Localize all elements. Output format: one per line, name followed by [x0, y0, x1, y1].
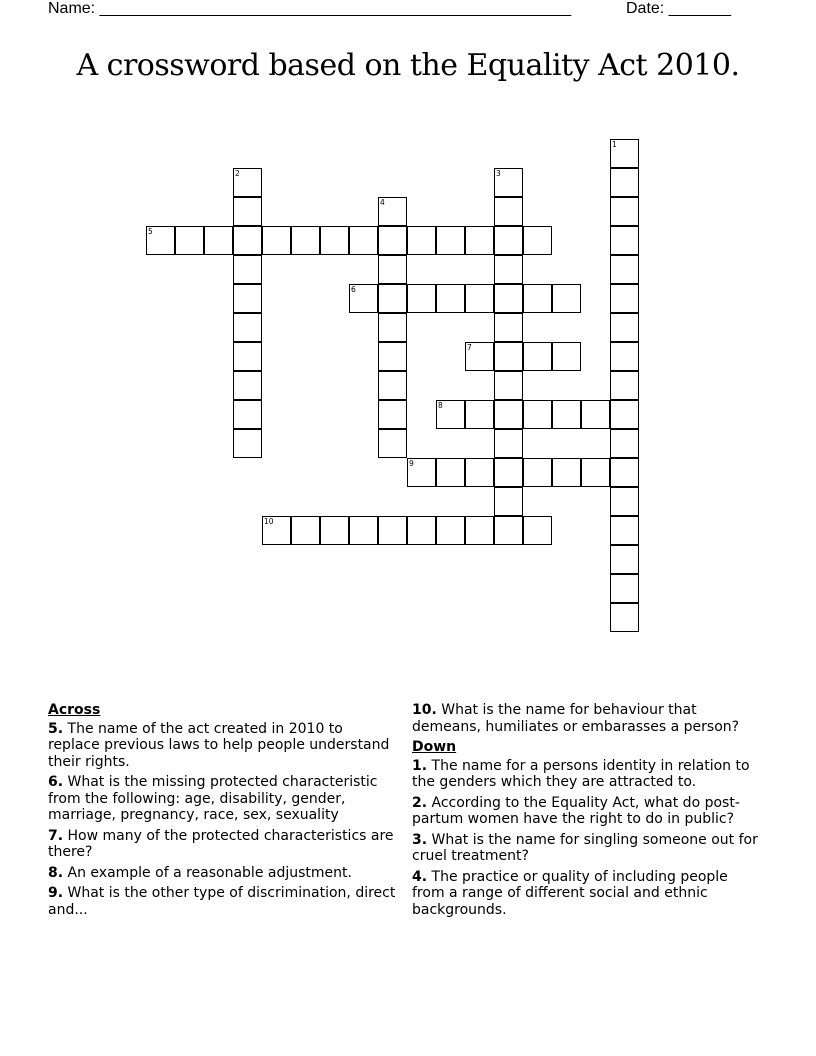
clue-number-label: 7 — [467, 343, 472, 352]
crossword-cell[interactable] — [407, 284, 436, 313]
clue-number-label: 6 — [351, 285, 356, 294]
crossword-cell[interactable] — [610, 226, 639, 255]
crossword-cell[interactable] — [378, 226, 407, 255]
crossword-cell[interactable] — [552, 342, 581, 371]
clue-number-label: 5 — [148, 227, 153, 236]
across-clue-list-continued — [412, 702, 762, 735]
clue-text: The name of the act created in 2010 to replace previous laws to help people understand their rights. — [48, 720, 390, 770]
clue-number-label: 2 — [235, 169, 240, 178]
clue-item — [48, 865, 396, 882]
crossword-cell[interactable] — [523, 226, 552, 255]
across-heading: Across — [48, 702, 101, 718]
clue-number-label: 8 — [438, 401, 443, 410]
across-clue-list — [48, 721, 396, 919]
crossword-cell[interactable] — [233, 313, 262, 342]
crossword-cell[interactable] — [552, 284, 581, 313]
clue-number-label: 1 — [612, 140, 617, 149]
crossword-cell[interactable] — [378, 429, 407, 458]
crossword-cell[interactable] — [407, 226, 436, 255]
crossword-cell[interactable] — [436, 226, 465, 255]
clue-number-label: 3 — [496, 169, 501, 178]
crossword-cell[interactable] — [610, 284, 639, 313]
clue-number: 6. — [48, 774, 64, 790]
clue-text: The name for a persons identity in relation to the genders which they are attracted to. — [412, 757, 750, 790]
crossword-cell[interactable] — [610, 400, 639, 429]
crossword-cell[interactable] — [378, 313, 407, 342]
crossword-cell[interactable] — [233, 168, 262, 197]
crossword-cell[interactable] — [610, 139, 639, 168]
clue-number: 7. — [48, 827, 64, 844]
clue-text: What is the name for singling someone out for cruel treatment? — [412, 831, 758, 864]
name-field-line: Name: _____________________________________________________ — [48, 0, 572, 17]
clue-text: What is the other type of discrimination, direct and... — [48, 885, 396, 918]
crossword-cell[interactable] — [610, 458, 639, 487]
clue-text: What is the name for behaviour that demeans, humiliates or embarasses a person? — [412, 702, 740, 735]
crossword-cell[interactable] — [610, 574, 639, 603]
clue-number-label: 4 — [380, 198, 385, 207]
crossword-cell[interactable] — [262, 516, 291, 545]
clue-text: The practice or quality of including people from a range of different social and ethnic backgrounds. — [412, 868, 728, 918]
crossword-cell[interactable] — [378, 197, 407, 226]
crossword-cell[interactable] — [610, 603, 639, 632]
crossword-cell[interactable] — [233, 371, 262, 400]
page-title: A crossword based on the Equality Act 2010. — [76, 48, 740, 83]
crossword-cell[interactable] — [349, 284, 378, 313]
clue-number: 9. — [48, 885, 64, 901]
clue-text: What is the missing protected characteristic from the following: age, disability, gender, marriage, pregnancy, race, sex, sexuality — [48, 774, 378, 823]
crossword-cell[interactable] — [349, 516, 378, 545]
crossword-cell[interactable] — [523, 516, 552, 545]
crossword-cell[interactable] — [581, 458, 610, 487]
crossword-cell[interactable] — [610, 429, 639, 458]
crossword-cell[interactable] — [320, 226, 349, 255]
clue-item — [48, 774, 396, 824]
crossword-cell[interactable] — [494, 487, 523, 516]
crossword-cell[interactable] — [378, 284, 407, 313]
clue-number: 1. — [412, 757, 428, 774]
clue-number-label: 10 — [264, 517, 274, 526]
crossword-cell[interactable] — [581, 400, 610, 429]
crossword-cell[interactable] — [378, 516, 407, 545]
clue-number: 4. — [412, 868, 428, 885]
clue-item — [412, 758, 762, 791]
crossword-cell[interactable] — [233, 197, 262, 226]
crossword-cell[interactable] — [610, 197, 639, 226]
clue-number: 3. — [412, 831, 428, 848]
crossword-cell[interactable] — [233, 400, 262, 429]
crossword-cell[interactable] — [378, 342, 407, 371]
crossword-cell[interactable] — [523, 284, 552, 313]
crossword-cell[interactable] — [233, 226, 262, 255]
crossword-cell[interactable] — [494, 400, 523, 429]
crossword-cell[interactable] — [204, 226, 233, 255]
crossword-cell[interactable] — [552, 458, 581, 487]
crossword-cell[interactable] — [465, 226, 494, 255]
crossword-cell[interactable] — [552, 400, 581, 429]
crossword-cell[interactable] — [262, 226, 291, 255]
clues-right-column — [412, 702, 762, 922]
crossword-cell[interactable] — [523, 458, 552, 487]
clue-text: How many of the protected characteristics are there? — [48, 827, 394, 860]
crossword-cell[interactable] — [436, 516, 465, 545]
crossword-cell[interactable] — [523, 342, 552, 371]
crossword-cell[interactable] — [610, 313, 639, 342]
crossword-cell[interactable] — [146, 226, 175, 255]
crossword-cell[interactable] — [494, 284, 523, 313]
clue-text: According to the Equality Act, what do post-partum women have the right to do in public? — [412, 794, 740, 827]
clue-item — [48, 828, 396, 861]
clues-left-column — [48, 702, 396, 922]
crossword-cell[interactable] — [465, 342, 494, 371]
crossword-cell[interactable] — [494, 429, 523, 458]
crossword-cell[interactable] — [494, 226, 523, 255]
crossword-cell[interactable] — [436, 284, 465, 313]
crossword-cell[interactable] — [465, 458, 494, 487]
crossword-cell[interactable] — [233, 429, 262, 458]
down-clue-list — [412, 758, 762, 919]
crossword-cell[interactable] — [610, 255, 639, 284]
crossword-cell[interactable] — [465, 516, 494, 545]
crossword-cell[interactable] — [523, 400, 552, 429]
clue-item — [412, 702, 762, 735]
crossword-cell[interactable] — [610, 516, 639, 545]
crossword-cell[interactable] — [291, 516, 320, 545]
crossword-cell[interactable] — [233, 255, 262, 284]
down-heading: Down — [412, 739, 457, 755]
crossword-cell[interactable] — [233, 342, 262, 371]
crossword-cell[interactable] — [494, 516, 523, 545]
clue-item — [412, 832, 762, 865]
clue-number: 8. — [48, 864, 64, 881]
clue-item — [48, 885, 396, 918]
crossword-cell[interactable] — [494, 371, 523, 400]
crossword-cell[interactable] — [378, 400, 407, 429]
date-field-line: Date: _______ — [626, 0, 731, 17]
crossword-cell[interactable] — [465, 284, 494, 313]
crossword-cell[interactable] — [610, 545, 639, 574]
clue-text: An example of a reasonable adjustment. — [63, 864, 352, 881]
clue-number: 10. — [412, 702, 437, 718]
crossword-cell[interactable] — [494, 458, 523, 487]
crossword-cell[interactable] — [436, 400, 465, 429]
clue-number: 5. — [48, 720, 64, 737]
crossword-cell[interactable] — [494, 255, 523, 284]
crossword-cell[interactable] — [494, 313, 523, 342]
crossword-cell[interactable] — [175, 226, 204, 255]
crossword-cell[interactable] — [494, 197, 523, 226]
crossword-cell[interactable] — [610, 371, 639, 400]
clue-item — [412, 795, 762, 828]
clue-number-label: 9 — [409, 459, 414, 468]
crossword-cell[interactable] — [610, 342, 639, 371]
crossword-cell[interactable] — [436, 458, 465, 487]
crossword-cell[interactable] — [407, 516, 436, 545]
crossword-cell[interactable] — [494, 168, 523, 197]
crossword-cell[interactable] — [349, 226, 378, 255]
crossword-cell[interactable] — [407, 458, 436, 487]
clue-number: 2. — [412, 794, 428, 811]
clue-item — [412, 869, 762, 919]
crossword-cell[interactable] — [233, 284, 262, 313]
crossword-cell[interactable] — [378, 255, 407, 284]
crossword-cell[interactable] — [465, 400, 494, 429]
crossword-cell[interactable] — [610, 487, 639, 516]
clue-item — [48, 721, 396, 771]
crossword-cell[interactable] — [291, 226, 320, 255]
crossword-cell[interactable] — [378, 371, 407, 400]
crossword-cell[interactable] — [320, 516, 349, 545]
crossword-cell[interactable] — [494, 342, 523, 371]
crossword-cell[interactable] — [610, 168, 639, 197]
